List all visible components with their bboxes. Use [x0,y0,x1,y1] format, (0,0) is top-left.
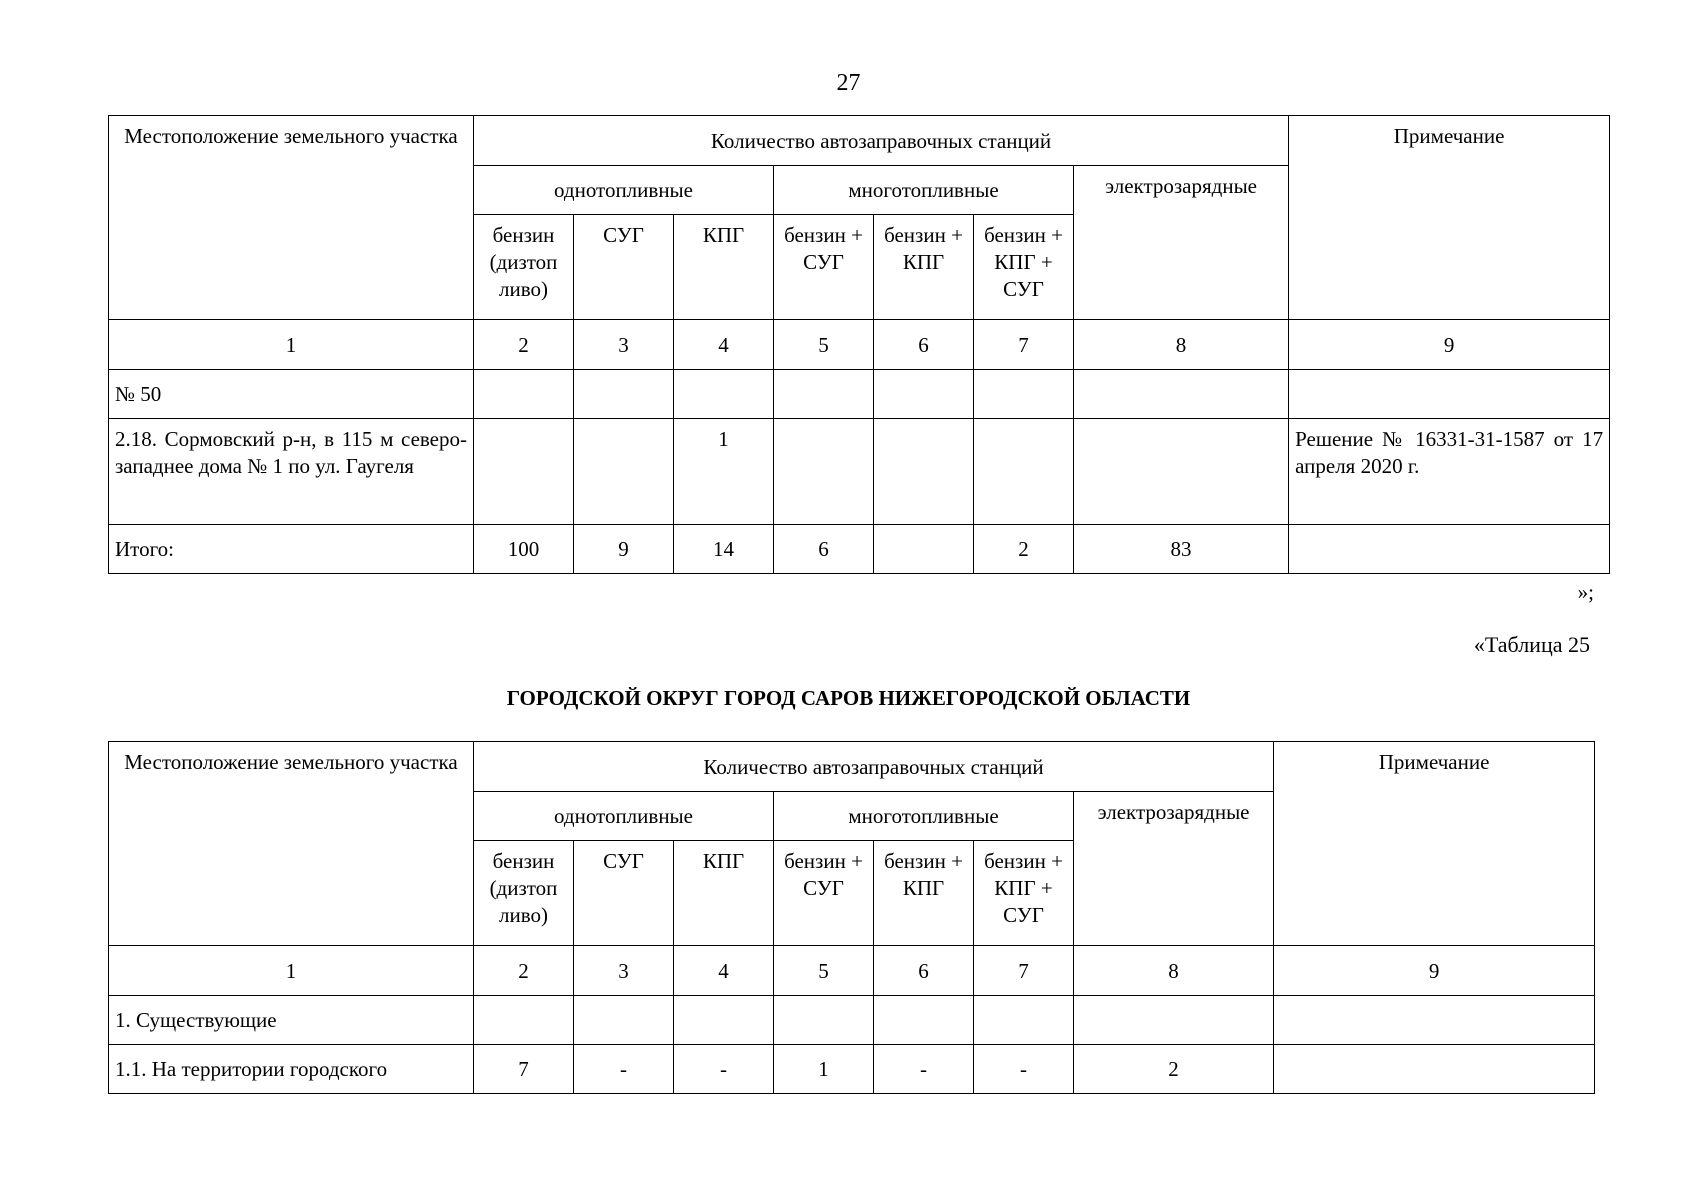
column-number: 9 [1274,946,1595,996]
table-cell: Решение № 16331-31-1587 от 17 апреля 2020 г. [1289,419,1610,525]
table-cell: Итого: [109,525,474,574]
table-cell [874,996,974,1045]
table-cell: 100 [474,525,574,574]
column-number: 4 [674,946,774,996]
fuel-stations-table-1 [108,115,1610,574]
column-number: 7 [974,320,1074,370]
table-caption: «Таблица 25 [1473,632,1590,657]
table-cell [874,370,974,419]
table-cell: 2 [974,525,1074,574]
table-cell: - [674,1045,774,1094]
header-petrol-cng: бензин + КПГ [874,215,974,320]
table-cell: 2.18. Сормовский р-н, в 115 м северо-западнее дома № 1 по ул. Гаугеля [109,419,474,525]
table-cell: 6 [774,525,874,574]
table-cell: 1 [674,419,774,525]
header-station-count: Количество автозаправочных станций [474,116,1289,166]
header-station-count: Количество автозаправочных станций [474,742,1274,792]
table-cell [974,370,1074,419]
column-number: 2 [474,320,574,370]
table-cell: - [574,1045,674,1094]
column-number: 8 [1074,946,1274,996]
table-cell [474,370,574,419]
table-cell: 1. Существующие [109,996,474,1045]
column-number: 7 [974,946,1074,996]
table-cell: - [874,1045,974,1094]
header-petrol-lpg: бензин + СУГ [774,841,874,946]
table-cell: 1.1. На территории городского [109,1045,474,1094]
header-single-fuel: однотопливные [474,792,774,841]
header-electric: электрозарядные [1074,792,1274,946]
column-number: 4 [674,320,774,370]
column-number: 3 [574,946,674,996]
header-location: Местоположение земельного участка [109,742,474,946]
table-cell: 2 [1074,1045,1274,1094]
table-row [109,525,1610,574]
column-number: 5 [774,946,874,996]
table-cell [874,525,974,574]
table-cell [1074,996,1274,1045]
header-petrol-lpg: бензин + СУГ [774,215,874,320]
table-cell: - [974,1045,1074,1094]
table-cell: 83 [1074,525,1289,574]
table-cell [574,370,674,419]
table-row [109,370,1610,419]
column-number: 3 [574,320,674,370]
column-numbers-row [109,946,1595,996]
table-cell [574,419,674,525]
table-cell [674,996,774,1045]
table-cell [974,996,1074,1045]
section-title: ГОРОДСКОЙ ОКРУГ ГОРОД САРОВ НИЖЕГОРОДСКОЙ ОБЛАСТИ [506,686,1191,710]
column-numbers-row [109,320,1610,370]
column-number: 9 [1289,320,1610,370]
table-cell [474,996,574,1045]
header-petrol-cng-lpg: бензин + КПГ + СУГ [974,841,1074,946]
table-cell [774,370,874,419]
column-number: 2 [474,946,574,996]
column-number: 6 [874,320,974,370]
header-note: Примечание [1274,742,1595,946]
table-cell [1274,996,1595,1045]
header-single-fuel: однотопливные [474,166,774,215]
table-cell [874,419,974,525]
header-electric: электрозарядные [1074,166,1289,320]
header-petrol-cng-lpg: бензин + КПГ + СУГ [974,215,1074,320]
column-number: 1 [109,946,474,996]
page-number: 27 [836,70,861,96]
table-cell [1289,525,1610,574]
table-cell [1074,370,1289,419]
header-multi-fuel: многотопливные [774,166,1074,215]
table-cell: 14 [674,525,774,574]
table-cell [774,419,874,525]
header-note: Примечание [1289,116,1610,320]
table-cell [474,419,574,525]
header-petrol: бензин (дизтоп ливо) [474,841,574,946]
column-number: 1 [109,320,474,370]
header-cng: КПГ [674,841,774,946]
header-petrol-cng: бензин + КПГ [874,841,974,946]
table-row [109,1045,1595,1094]
column-number: 6 [874,946,974,996]
table-cell: 1 [774,1045,874,1094]
table-cell [1274,1045,1595,1094]
table-cell: 7 [474,1045,574,1094]
header-petrol: бензин (дизтоп ливо) [474,215,574,320]
header-multi-fuel: многотопливные [774,792,1074,841]
table-row [109,419,1610,525]
table-cell [974,419,1074,525]
table-cell [574,996,674,1045]
header-lpg: СУГ [574,841,674,946]
fuel-stations-table-2 [108,741,1595,1094]
table-cell [674,370,774,419]
header-lpg: СУГ [574,215,674,320]
closing-quote: »; [1577,580,1594,604]
table-cell [774,996,874,1045]
table-cell [1074,419,1289,525]
column-number: 8 [1074,320,1289,370]
table-cell: 9 [574,525,674,574]
table-cell [1289,370,1610,419]
header-cng: КПГ [674,215,774,320]
header-location: Местоположение земельного участка [109,116,474,320]
table-row [109,996,1595,1045]
table-cell: № 50 [109,370,474,419]
column-number: 5 [774,320,874,370]
